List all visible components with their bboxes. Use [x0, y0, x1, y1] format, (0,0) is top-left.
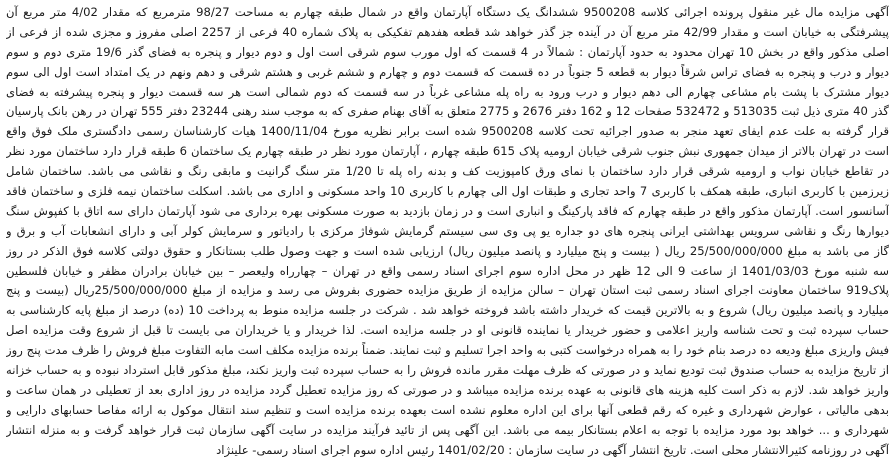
- notice-line: است در تهران بالاتر از میدان جمهوری نبش جنوب شرقی خیابان ارومیه پلاک 615 طبقه چهارم ، آپارتمان مورد نظر در طبقه چهارم یک ساختمان 6 طبقه قرار دارد ساختمان مورد نظر: [6, 144, 889, 159]
- notice-line: میلیارد و پانصد میلیون ریال) شروع و به بالاترین قیمت که خریدار داشته باشد فروخته خواهد شد . شرکت در جلسه مزایده منوط به پرداخت 10 (ده) درصد از مبلغ پایه کارشناسی به: [6, 303, 889, 318]
- notice-line: بدهی مالیاتی ، عوارض شهرداری و غیره که رقم قطعی آنها برای این اداره معلوم نشده است بعهده برنده مزایده است و تنظیم سند انتقال موکول به ارائه مفاصا حسابهای دارایی و: [6, 402, 889, 417]
- notice-line: آگهی مزایده مال غیر منقول پرونده اجرائی کلاسه 9500208 ششدانگ یک دستگاه آپارتمان واقع در شمال طبقه چهارم به مساحت 98/27 مترمربع که مقدار 4/02 متر مربع آن: [6, 5, 889, 19]
- notice-line: سه شنبه مورخ 1401/03/03 از ساعت 9 الی 12 ظهر در محل اداره سوم اجرای اسناد رسمی واقع در تهران – چهارراه ولیعصر – بین خیابان برادران مظفر و خیابان فلسطین: [6, 263, 889, 278]
- notice-line: پیشرفتگی به خیابان است و مقدار 42/99 متر مربع آن در آینده جز گذر خواهد شد قطعه هفدهم تفکیکی به پلاک شماره 40 فرعی از 2257 اصلی مفروز و مجزی شده از فرعی از: [6, 24, 889, 39]
- notice-line: حساب سپرده ثبت و تحت شناسه واریز اعلامی و حضور خریدار یا نماینده قانونی او در جلسه مزایده است. لذا خریدار و یا خریداران می بایست تا قبل از شروع وقت مزایده اصل: [6, 323, 889, 338]
- notice-line: گذر 40 متری ذیل ثبت 513035 و 532472 صفحات 12 و 162 دفتر 2676 و 2775 متعلق به آقای بهنام صفری که به موجب سند رهنی 23244 دفتر 555 تهران در رهن بانک پارسیان: [6, 104, 889, 119]
- notice-line: دیوارها رنگ و نقاشی سرویس بهداشتی ایرانی پنجره های دو جداره یو پی وی سی سیستم گرمایش شوفاژ مرکزی با رادیاتور و سرمایش کولر آبی و دارای انشعابات آب و برق و: [6, 223, 889, 238]
- notice-line: در تقاطع خیابان نواب و ارومیه شرقی قرار دارد ساختمان با نمای ورق کامپوزیت کف و بدنه راه پله تا 1/20 متر سنگ گرانیت و مابقی رنگ و نقاشی می باشد. ساختمان شامل: [6, 164, 889, 179]
- notice-line: اصلی مذکور واقع در بخش 10 تهران محدود به حدود آپارتمان : شمالاً در 4 قسمت که اول مورب سوم شرقی است اول و دوم دیوار و پنجره به فضای گذر 19/6 متری دوم و سوم: [6, 44, 889, 59]
- notice-line: دیوار و درب و پنجره به فضای تراس شرقاً دیوار به قطعه 5 جنوباً در ده قسمت که قسمت دوم و چهارم و ششم غربی و هشتم شرقی و دهم ونهم در یک امتداد است اول الی سوم: [6, 64, 889, 79]
- notice-line: واریز خواهد شد. لازم به ذکر است کلیه هزینه های قانونی به عهده برنده مزایده میباشد و در صورتی که روز مزایده تعطیل گردد مزایده در روز اداری بعد از تعطیلی در همان ساعت و: [6, 382, 889, 397]
- notice-line: پلاک919 ساختمان معاونت اجرای اسناد رسمی ثبت استان تهران – سالن مزایده از طریق مزایده حضوری بفروش می رسد و مزایده از مبلغ 25/500/000/000ریال (بیست و پنج: [6, 283, 889, 298]
- notice-line: زیرزمین با کاربری انباری، طبقه همکف با کاربری 7 واحد تجاری و طبقات اول الی چهارم با کاربری 10 واحد مسکونی و اداری می باشد. اسکلت ساختمان نیمه فلزی و ساختمان فاقد: [6, 184, 889, 199]
- notice-line: آسانسور است. آپارتمان مذکور واقع در طبقه چهارم که فاقد پارکینگ و انباری است و در زمان بازدید به صورت مسکونی بهره برداری می شود آپارتمان دارای سه اتاق با کفپوش سنگ: [6, 203, 889, 218]
- notice-line: دیوار مشترک با پشت بام مشاعی چهارم الی دهم دیوار و درب ورود به راه پله مشاعی غرباً در سه قسمت که دوم شمالی است هر سه قسمت دیوار و پنجره پیشرفته به فضای: [6, 84, 889, 99]
- notice-line: از تاریخ مزایده به حساب صندوق ثبت تودیع نماید و در صورتی که ظرف مهلت مقرر مانده فروش را به حساب سپرده ثبت واریز نکند، مبلغ مذکور قابل استرداد نبوده و به حساب خزانه: [6, 363, 889, 378]
- notice-line: قرار گرفته به علت عدم ایفای تعهد منجر به صدور اجرائیه تحت کلاسه 9500208 شده است برابر نظریه مورخ 1400/11/04 هیات کارشناسان رسمی دادگستری ملک فوق واقع: [6, 124, 889, 139]
- notice-line: آگهی در روزنامه کثیرالانتشار محلی است. تاریخ انتشار آگهی در سایت سازمان : 1401/02/20 رئیس اداره سوم اجرای اسناد رسمی- علینژاد: [216, 442, 889, 457]
- notice-line: فیش واریزی مبلغ ودیعه ده درصد بنام خود را به همراه درخواست کتبی به واحد اجرا تسلیم و ثبت نمایند. ضمناً برنده مزایده مکلف است مابه التفاوت مبلغ فروش را ظرف مدت پنج روز: [6, 343, 889, 358]
- notice-line: شهرداری و ... خواهد بود مورد مزایده با توجه به اعلام بستانکار بیمه می باشد. این آگهی پس از تائید فرآیند مزایده در سایت آگهی سازمان ثبت قرار خواهد گرفت و به منزله انتشار: [6, 422, 889, 437]
- notice-line: گاز می باشد به مبلغ 25/500/000/000 ریال ( بیست و پنج میلیارد و پانصد میلیون ریال) ارزیابی شده است و جهت وصول طلب بستانکار و حقوق دولتی کلاسه فوق الذکر در روز: [6, 243, 889, 258]
